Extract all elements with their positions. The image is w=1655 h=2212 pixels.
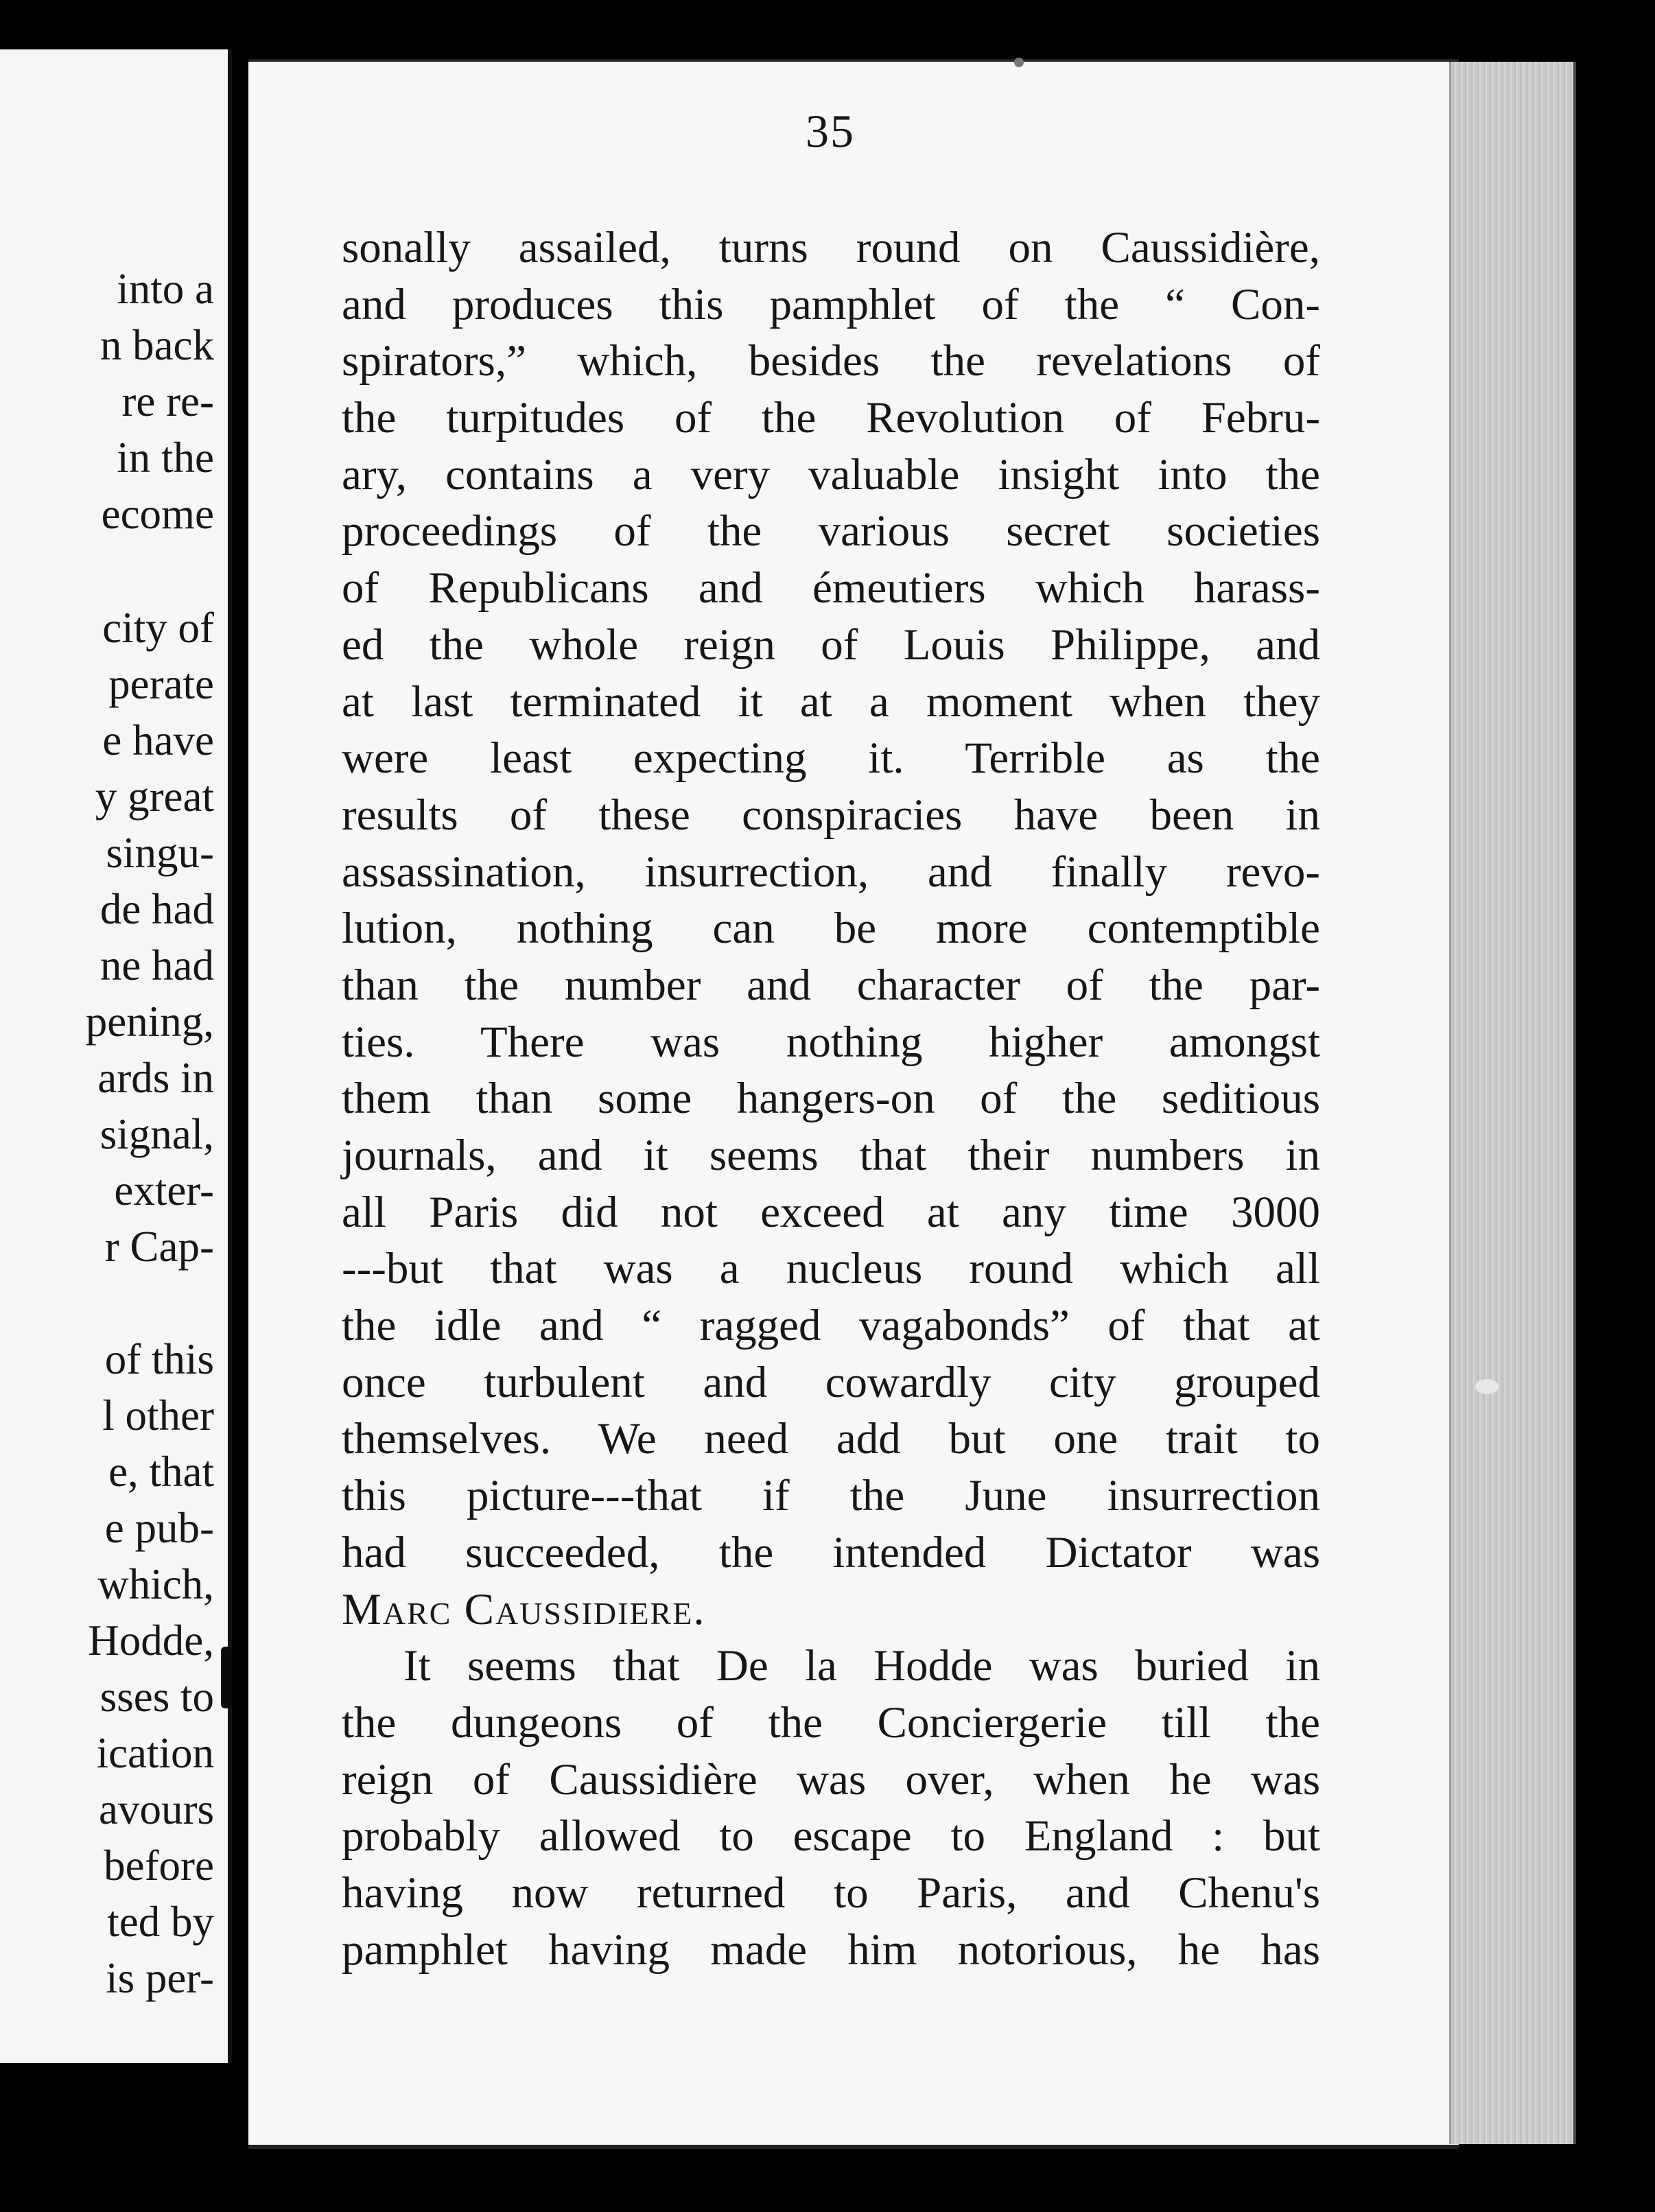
text-line-signature: Marc Caussidiere. bbox=[342, 1584, 706, 1634]
left-text-line: signal, bbox=[99, 1110, 214, 1158]
text-line: once turbulent and cowardly city grouped bbox=[342, 1357, 1320, 1407]
text-line: proceedings of the various secret societies bbox=[342, 506, 1320, 556]
text-line: probably allowed to escape to England : but bbox=[342, 1811, 1320, 1861]
text-line: reign of Caussidière was over, when he was bbox=[342, 1754, 1320, 1804]
left-text-line: in the bbox=[117, 434, 214, 482]
body-text bbox=[342, 220, 1320, 1978]
left-text-line: l other bbox=[102, 1391, 214, 1439]
left-text-line: which, bbox=[97, 1560, 214, 1608]
left-text-line: ication bbox=[96, 1729, 214, 1777]
left-text-line: ne had bbox=[99, 941, 214, 989]
text-line: journals, and it seems that their numbers in bbox=[342, 1131, 1320, 1180]
left-text-line: ted by bbox=[107, 1898, 214, 1946]
text-line: all Paris did not exceed at any time 3000 bbox=[342, 1187, 1320, 1237]
text-line: having now returned to Paris, and Chenu's bbox=[342, 1868, 1320, 1918]
left-text-line: re re- bbox=[121, 377, 214, 425]
binding-mark bbox=[221, 1647, 232, 1708]
left-text-line: e pub- bbox=[104, 1504, 214, 1552]
text-line: spirators,” which, besides the revelations of bbox=[342, 336, 1320, 386]
text-line: of Republicans and émeutiers which harass- bbox=[342, 563, 1320, 613]
left-text-line: sses to bbox=[99, 1673, 214, 1721]
left-text-line: de had bbox=[99, 885, 214, 933]
text-line: results of these conspiracies have been in bbox=[342, 790, 1320, 840]
text-line: had succeeded, the intended Dictator was bbox=[342, 1527, 1320, 1577]
left-text-line: r Cap- bbox=[104, 1223, 214, 1271]
left-text-line: n back bbox=[99, 321, 214, 369]
text-line: ed the whole reign of Louis Philippe, and bbox=[342, 620, 1320, 670]
left-text-line: y great bbox=[95, 773, 214, 821]
left-text-line: is per- bbox=[106, 1954, 214, 2002]
text-line: lution, nothing can be more contemptible bbox=[342, 904, 1320, 954]
text-line: the dungeons of the Conciergerie till the bbox=[342, 1697, 1320, 1748]
left-text-line: ecome bbox=[101, 490, 214, 538]
left-text-line: ards in bbox=[97, 1054, 214, 1102]
text-line: at last terminated it at a moment when they bbox=[342, 676, 1320, 727]
text-line: assassination, insurrection, and finally revo- bbox=[342, 847, 1320, 897]
text-line: It seems that De la Hodde was buried in bbox=[403, 1641, 1320, 1691]
left-text-line: singu- bbox=[106, 829, 214, 877]
text-line: than the number and character of the par- bbox=[342, 960, 1320, 1010]
text-line: ---but that was a nucleus round which all bbox=[342, 1244, 1320, 1294]
left-page bbox=[0, 49, 232, 2063]
text-line: them than some hangers-on of the seditious bbox=[342, 1074, 1320, 1124]
left-text-line: e, that bbox=[108, 1448, 214, 1496]
left-text-line: before bbox=[104, 1842, 214, 1890]
left-text-line: avours bbox=[99, 1785, 214, 1833]
text-line: sonally assailed, turns round on Caussidière, bbox=[342, 223, 1320, 272]
paper-speck bbox=[1014, 58, 1024, 67]
text-line: pamphlet having made him notorious, he has bbox=[342, 1925, 1320, 1975]
page-edges bbox=[1449, 62, 1576, 2144]
left-text-line: exter- bbox=[114, 1166, 214, 1214]
left-text-line: perate bbox=[108, 660, 214, 708]
text-line: the idle and “ ragged vagabonds” of that at bbox=[342, 1301, 1320, 1351]
left-text-line: Hodde, bbox=[88, 1616, 214, 1664]
left-text-line: e have bbox=[102, 716, 214, 764]
book-gutter bbox=[232, 48, 248, 2099]
paper-speck bbox=[1475, 1379, 1499, 1394]
left-text-line: of this bbox=[104, 1335, 214, 1383]
text-line: this picture---that if the June insurrection bbox=[342, 1471, 1320, 1521]
page-number: 35 bbox=[806, 105, 855, 157]
text-line: were least expecting it. Terrible as the bbox=[342, 733, 1320, 784]
left-text-line: city of bbox=[102, 604, 214, 652]
text-line: ties. There was nothing higher amongst bbox=[342, 1017, 1320, 1067]
text-line: ary, contains a very valuable insight into the bbox=[342, 449, 1320, 499]
text-line: themselves. We need add but one trait to bbox=[342, 1414, 1320, 1464]
text-line: and produces this pamphlet of the “ Con- bbox=[342, 279, 1320, 329]
left-text-line: into a bbox=[117, 265, 214, 313]
text-line: the turpitudes of the Revolution of Febru- bbox=[342, 393, 1320, 443]
left-text-line: pening, bbox=[85, 998, 214, 1046]
